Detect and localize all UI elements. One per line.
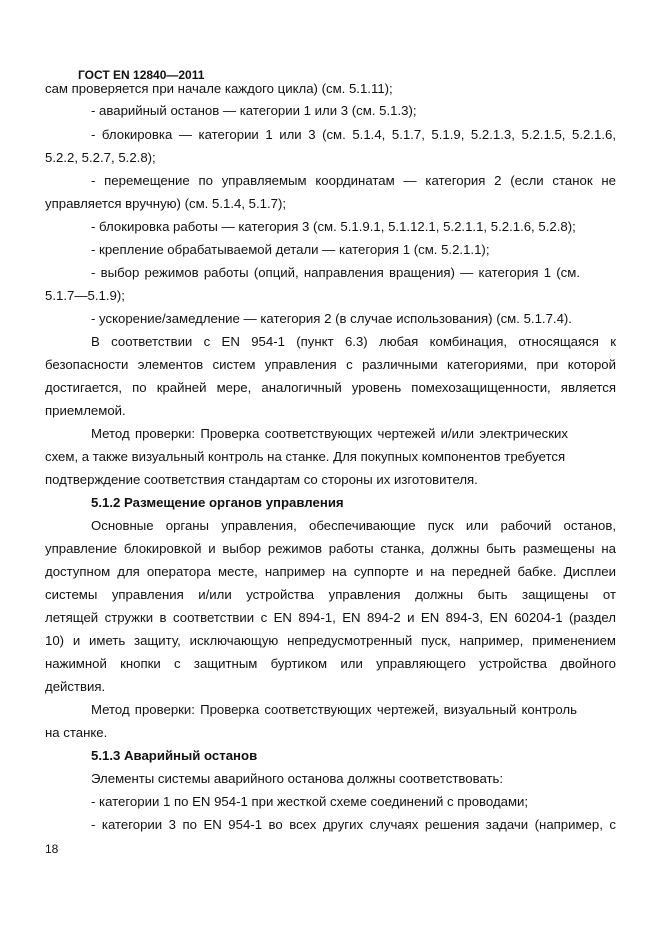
text-line: сам проверяется при начале каждого цикла) (см. 5.1.11);: [45, 81, 393, 96]
paragraph-line: нажимной кнопки с защитным буртиком или управляющего устройства двойного: [45, 656, 616, 671]
list-item: - перемещение по управляемым координатам — категория 2 (если станок не: [91, 173, 616, 188]
paragraph-line: управление блокировкой и выбор режимов работы станка, должны быть размещены на: [45, 541, 616, 556]
paragraph-line: подтверждение соответствия стандартам со стороны их изготовителя.: [45, 472, 478, 487]
section-heading-5-1-3: 5.1.3 Аварийный останов: [91, 748, 258, 763]
paragraph-line: В соответствии с EN 954-1 (пункт 6.3) любая комбинация, относящаяся к: [91, 334, 616, 349]
paragraph-line: Метод проверки: Проверка соответствующих чертежей, визуальный контроль: [91, 702, 577, 717]
list-item: - ускорение/замедление — категория 2 (в случае использования) (см. 5.1.7.4).: [91, 311, 572, 326]
page-number: 18: [45, 842, 59, 856]
paragraph-line: схем, а также визуальный контроль на станке. Для покупных компонентов требуется: [45, 449, 566, 464]
list-item: - выбор режимов работы (опций, направления вращения) — категория 1 (см.: [91, 265, 580, 280]
paragraph-line: действия.: [45, 679, 106, 694]
paragraph-line: Основные органы управления, обеспечивающие пуск или рабочий останов,: [91, 518, 616, 533]
list-item: - крепление обрабатываемой детали — категория 1 (см. 5.2.1.1);: [91, 242, 490, 257]
text-line: 5.2.2, 5.2.7, 5.2.8);: [45, 150, 156, 165]
section-heading-5-1-2: 5.1.2 Размещение органов управления: [91, 495, 344, 510]
paragraph-line: безопасности элементов систем управления с различными категориями, при которой: [45, 357, 616, 372]
paragraph-line: 10) и иметь защиту, исключающую непредусмотренный пуск, например, применением: [45, 633, 616, 648]
paragraph-line: системы управления и/или устройства управления должны быть защищены от: [45, 587, 616, 602]
text-line: управляется вручную) (см. 5.1.4, 5.1.7);: [45, 196, 287, 211]
paragraph-line: Элементы системы аварийного останова должны соответствовать:: [91, 771, 504, 786]
list-item: - категории 3 по EN 954-1 во всех других случаях решения задачи (например, с: [91, 817, 616, 832]
list-item: - категории 1 по EN 954-1 при жесткой схеме соединений с проводами;: [91, 794, 529, 809]
paragraph-line: достигается, по крайней мере, аналогичный уровень помехозащищенности, является: [45, 380, 616, 395]
paragraph-line: Метод проверки: Проверка соответствующих чертежей и/или электрических: [91, 426, 568, 441]
paragraph-line: на станке.: [45, 725, 108, 740]
paragraph-line: летящей стружки в соответствии с EN 894-1, EN 894-2 и EN 894-3, EN 60204-1 (раздел: [45, 610, 616, 625]
list-item: - блокировка — категории 1 или 3 (см. 5.1.4, 5.1.7, 5.1.9, 5.2.1.3, 5.2.1.5, 5.2.1.6,: [91, 127, 616, 142]
paragraph-line: приемлемой.: [45, 403, 126, 418]
text-line: 5.1.7—5.1.9);: [45, 288, 125, 303]
list-item: - блокировка работы — категория 3 (см. 5.1.9.1, 5.1.12.1, 5.2.1.1, 5.2.1.6, 5.2.8);: [91, 219, 576, 234]
paragraph-line: доступном для оператора месте, например на суппорте и на передней бабке. Дисплеи: [45, 564, 616, 579]
list-item: - аварийный останов — категории 1 или 3 (см. 5.1.3);: [91, 103, 417, 118]
document-header-code: ГОСТ EN 12840—2011: [78, 68, 205, 82]
